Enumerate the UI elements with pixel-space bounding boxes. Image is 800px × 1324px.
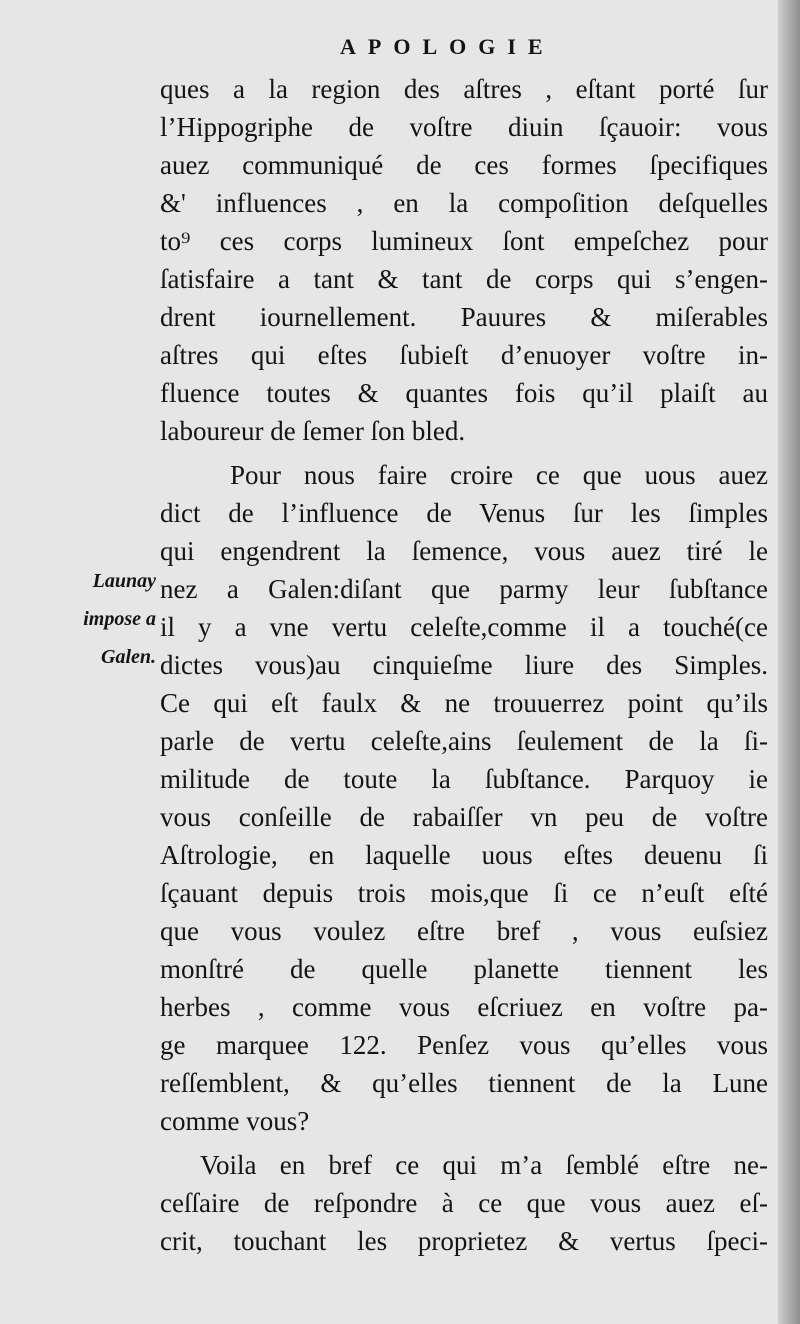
margin-note-line: impose a xyxy=(83,608,156,630)
text-line: ques a la region des aſtres , eſtant porté ſur xyxy=(160,74,768,104)
text-line: il y a vne vertu celeſte,comme il a touché(ce xyxy=(160,612,768,642)
text-line: parle de vertu celeſte,ains ſeulement de la ſi- xyxy=(160,726,768,756)
text-line: que vous voulez eſtre bref , vous euſsiez xyxy=(160,916,768,946)
text-line: ceſſaire de reſpondre à ce que vous auez eſ- xyxy=(160,1188,768,1218)
body-text xyxy=(160,70,768,1260)
text-line: auez communiqué de ces formes ſpecifiques xyxy=(160,150,768,180)
text-line: to⁹ ces corps lumineux ſont empeſchez pour xyxy=(160,226,768,256)
text-line: crit, touchant les proprietez & vertus ſpeci- xyxy=(160,1226,768,1256)
text-line: qui engendrent la ſemence, vous auez tiré le xyxy=(160,536,768,566)
text-line: nez a Galen:diſant que parmy leur ſubſtance xyxy=(160,574,768,604)
text-line: dictes vous)au cinquieſme liure des Simples. xyxy=(160,650,768,680)
text-line: &' influences , en la compoſition deſquelles xyxy=(160,188,768,218)
text-line: herbes , comme vous eſcriuez en voſtre pa- xyxy=(160,992,768,1022)
margin-note-line: Galen. xyxy=(101,646,156,668)
text-line: ge marquee 122. Penſez vous qu’elles vous xyxy=(160,1030,768,1060)
text-line: drent iournellement. Pauures & miſerables xyxy=(160,302,768,332)
text-line: aſtres qui eſtes ſubieſt d’enuoyer voſtre in- xyxy=(160,340,768,370)
text-line: comme vous? xyxy=(160,1106,310,1136)
text-line: ſatisfaire a tant & tant de corps qui s’engen- xyxy=(160,264,768,294)
text-line: monſtré de quelle planette tiennent les xyxy=(160,954,768,984)
margin-note-line: Launay xyxy=(92,570,156,592)
text-line: reſſemblent, & qu’elles tiennent de la Lune xyxy=(160,1068,768,1098)
text-line: militude de toute la ſubſtance. Parquoy ie xyxy=(160,764,768,794)
text-line: vous conſeille de rabaiſſer vn peu de voſtre xyxy=(160,802,768,832)
margin-note xyxy=(44,562,156,676)
text-line: ſçauant depuis trois mois,que ſi ce n’euſt eſté xyxy=(160,878,768,908)
page-gutter-shadow xyxy=(778,0,800,1324)
text-line: Pour nous faire croire ce que uous auez xyxy=(230,460,768,490)
text-line: Aſtrologie, en laquelle uous eſtes deuenu ſi xyxy=(160,840,768,870)
text-line: dict de l’influence de Venus ſur les ſimples xyxy=(160,498,768,528)
text-line: laboureur de ſemer ſon bled. xyxy=(160,416,466,446)
text-line: l’Hippogriphe de voſtre diuin ſçauoir: vous xyxy=(160,112,768,142)
text-line: Ce qui eſt faulx & ne trouuerrez point qu’ils xyxy=(160,688,768,718)
text-line: Voila en bref ce qui m’a ſemblé eſtre ne- xyxy=(200,1150,768,1180)
text-line: fluence toutes & quantes fois qu’il plaiſt au xyxy=(160,378,768,408)
running-head: APOLOGIE xyxy=(340,34,555,59)
